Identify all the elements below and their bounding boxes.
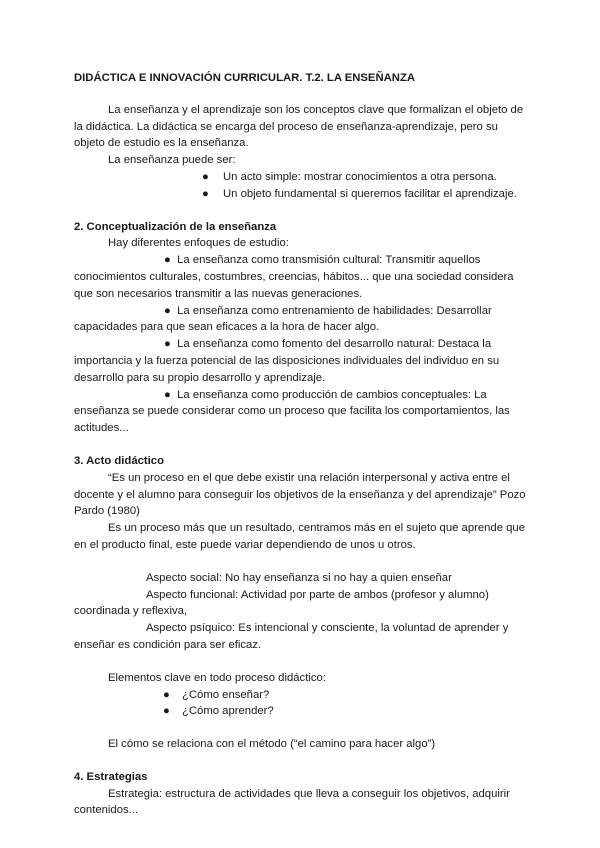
bullet-icon: ● bbox=[163, 705, 170, 718]
list-item: ● Un acto simple: mostrar conocimientos a otra persona. bbox=[74, 169, 530, 186]
bullet-icon: ● bbox=[202, 187, 209, 200]
bullet-icon: ● bbox=[163, 688, 170, 701]
aspect-social: Aspecto social: No hay enseñanza si no hay a quien enseñar bbox=[146, 571, 452, 584]
document-body bbox=[74, 70, 530, 819]
bullet-icon: ● bbox=[164, 304, 171, 317]
list-item: ● ¿Cómo aprender? bbox=[74, 703, 530, 720]
list-item: ● La enseñanza como producción de cambios conceptuales: La enseñanza se puede considerar como un proceso que facilita los comportamientos, las actitudes... bbox=[74, 388, 510, 435]
aspects-list bbox=[74, 570, 530, 654]
bullet-icon: ● bbox=[164, 388, 171, 401]
intro-bullet-list bbox=[74, 169, 530, 203]
bullet-icon: ● bbox=[164, 338, 171, 351]
approaches-list bbox=[74, 252, 530, 437]
list-item: ● ¿Cómo enseñar? bbox=[74, 687, 530, 704]
list-item: ● Un objeto fundamental si queremos facilitar el aprendizaje. bbox=[74, 186, 530, 203]
section-heading-acto-didactico: 3. Acto didáctico bbox=[74, 454, 164, 467]
section2-lead: Hay diferentes enfoques de estudio: bbox=[108, 237, 289, 250]
aspect-funcional: Aspecto funcional: Actividad por parte de ambos (profesor y alumno) coordinada y reflexiva, bbox=[74, 588, 489, 618]
list-item: ● La enseñanza como transmisión cultural: Transmitir aquellos conocimientos culturales, costumbres, creencias, hábitos... que una sociedad considera que son necesarios transmitir a las nuevas generaciones. bbox=[74, 254, 514, 300]
definition-quote: “Es un proceso en el que debe existir una relación interpersonal y activa entre el docente y el alumno para conseguir los objetivos de la enseñanza y del aprendizaje” Pozo Pardo (1980) bbox=[74, 471, 526, 518]
list-item: ● La enseñanza como fomento del desarrollo natural: Destaca la importancia y la fuerza potencial de las disposiciones individuales del individuo en su desarrollo para su propio desarrollo y aprendizaje. bbox=[74, 338, 500, 384]
document-title: DIDÁCTICA E INNOVACIÓN CURRICULAR. T.2. LA ENSEÑANZA bbox=[74, 72, 416, 84]
section-heading-conceptualizacion: 2. Conceptualización de la enseñanza bbox=[74, 220, 277, 233]
section3-paragraph: Es un proceso más que un resultado, centramos más en el sujeto que aprende que en el producto final, este puede variar dependiendo de unos u otros. bbox=[74, 522, 525, 551]
strategy-definition: Estrategia: estructura de actividades que lleva a conseguir los objetivos, adquirir contenidos... bbox=[74, 787, 510, 817]
bullet-icon: ● bbox=[164, 254, 171, 267]
elements-list bbox=[74, 687, 530, 721]
section-heading-estrategias: 4. Estrategias bbox=[74, 770, 148, 783]
aspect-psiquico: Aspecto psíquico: Es intencional y consciente, la voluntad de aprender y enseñar es condición para ser eficaz. bbox=[74, 622, 509, 651]
bullet-icon: ● bbox=[202, 170, 209, 183]
method-note: El cómo se relaciona con el método (“el camino para hacer algo”) bbox=[108, 738, 436, 751]
intro-lead: La enseñanza puede ser: bbox=[108, 154, 236, 167]
elements-lead: Elementos clave en todo proceso didáctico: bbox=[108, 671, 326, 684]
list-item: ● La enseñanza como entrenamiento de habilidades: Desarrollar capacidades para que sean eficaces a la hora de hacer algo. bbox=[74, 304, 492, 334]
intro-paragraph: La enseñanza y el aprendizaje son los conceptos clave que formalizan el objeto de la didáctica. La didáctica se encarga del proceso de enseñanza-aprendizaje, pero su objeto de estudio es la enseñanza. bbox=[74, 103, 524, 150]
